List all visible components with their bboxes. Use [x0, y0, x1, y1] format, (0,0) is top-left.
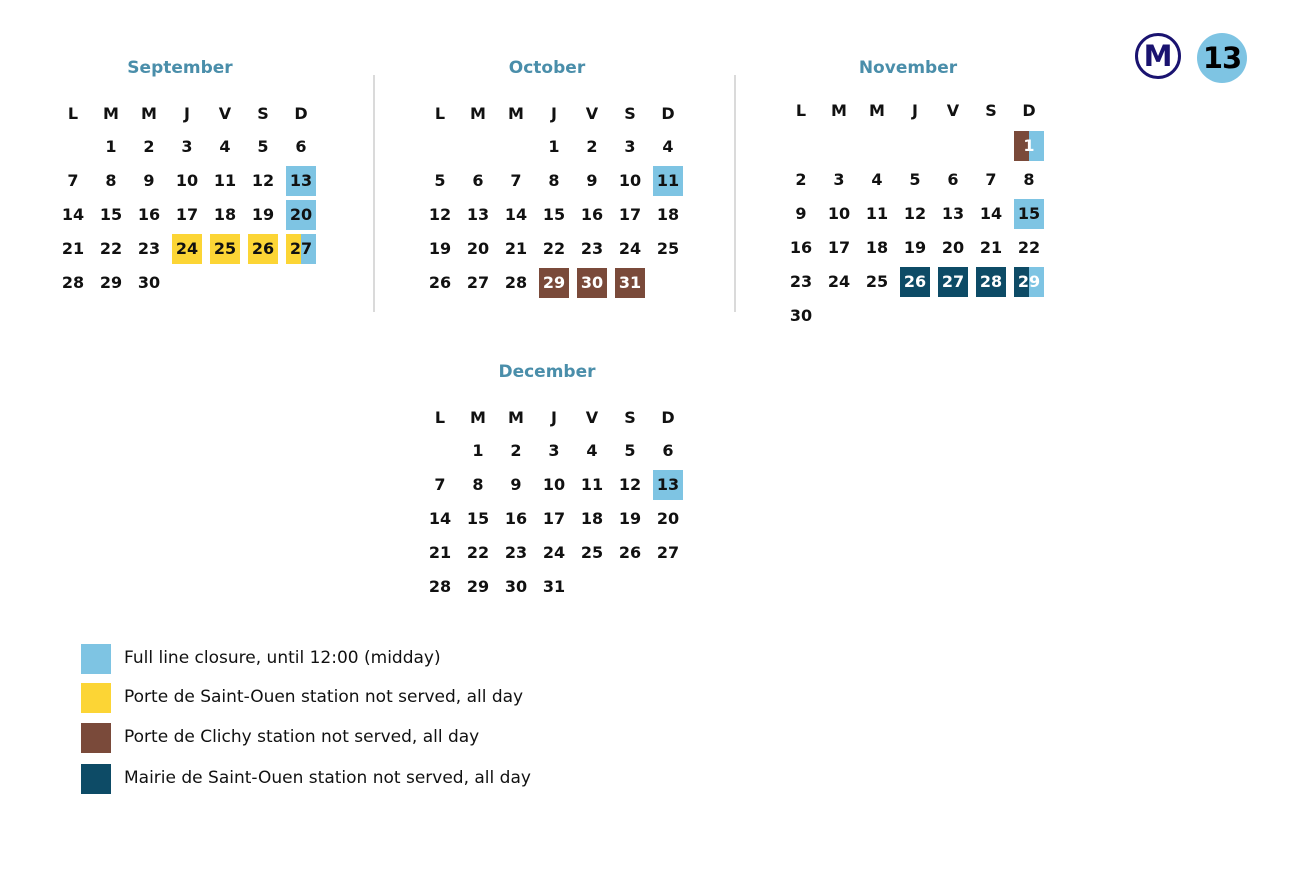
day-cell: 14 [428, 509, 452, 528]
legend-label: Mairie de Saint-Ouen station not served, all day [124, 768, 531, 788]
month-divider [373, 75, 375, 312]
day-cell: 2 [143, 137, 155, 156]
weekday-header: V [946, 101, 960, 120]
day-cell: 18 [656, 205, 680, 224]
legend-swatch [81, 764, 111, 794]
day-cell: 23 [504, 543, 528, 562]
day-cell: 24 [542, 543, 566, 562]
day-cell: 18 [213, 205, 237, 224]
weekday-header: V [218, 104, 232, 123]
day-cell: 13 [941, 204, 965, 223]
weekday-header: V [585, 104, 599, 123]
day-cell: 6 [947, 170, 959, 189]
day-cell: 3 [833, 170, 845, 189]
weekday-header: M [141, 104, 157, 123]
day-cell-highlighted: 26 [248, 234, 278, 264]
day-cell: 25 [580, 543, 604, 562]
day-cell: 1 [472, 441, 484, 460]
day-cell-highlighted: 26 [900, 267, 930, 297]
day-cell-highlighted: 27 [286, 234, 316, 264]
day-cell-highlighted: 20 [286, 200, 316, 230]
day-cell: 4 [586, 441, 598, 460]
day-cell: 8 [472, 475, 484, 494]
day-cell: 17 [175, 205, 199, 224]
day-cell: 5 [434, 171, 446, 190]
day-cell: 5 [624, 441, 636, 460]
day-cell-highlighted: 30 [577, 268, 607, 298]
day-cell: 20 [941, 238, 965, 257]
month-title: November [858, 58, 958, 78]
day-cell: 12 [428, 205, 452, 224]
legend-label: Full line closure, until 12:00 (midday) [124, 648, 441, 668]
day-cell: 8 [548, 171, 560, 190]
day-cell: 4 [219, 137, 231, 156]
day-cell-highlighted: 13 [653, 470, 683, 500]
weekday-header: D [1022, 101, 1036, 120]
weekday-header: L [434, 408, 446, 427]
weekday-header: S [624, 104, 636, 123]
day-cell: 27 [656, 543, 680, 562]
day-cell: 17 [827, 238, 851, 257]
day-cell: 17 [542, 509, 566, 528]
day-cell: 28 [61, 273, 85, 292]
day-cell: 23 [137, 239, 161, 258]
day-cell: 9 [795, 204, 807, 223]
legend-swatch [81, 723, 111, 753]
day-cell: 22 [1017, 238, 1041, 257]
weekday-header: S [985, 101, 997, 120]
day-cell: 23 [580, 239, 604, 258]
day-cell: 25 [865, 272, 889, 291]
day-cell: 12 [903, 204, 927, 223]
day-cell: 24 [827, 272, 851, 291]
weekday-header: D [661, 104, 675, 123]
day-cell: 3 [181, 137, 193, 156]
day-cell: 21 [979, 238, 1003, 257]
legend-swatch [81, 683, 111, 713]
day-cell-highlighted: 15 [1014, 199, 1044, 229]
day-cell: 22 [99, 239, 123, 258]
day-cell: 19 [903, 238, 927, 257]
weekday-header: M [508, 408, 524, 427]
day-cell: 11 [865, 204, 889, 223]
day-cell: 22 [542, 239, 566, 258]
day-cell: 23 [789, 272, 813, 291]
day-cell: 30 [137, 273, 161, 292]
day-cell: 18 [865, 238, 889, 257]
day-cell: 16 [789, 238, 813, 257]
day-cell: 2 [586, 137, 598, 156]
weekday-header: L [434, 104, 446, 123]
day-cell: 21 [428, 543, 452, 562]
day-cell: 7 [434, 475, 446, 494]
line-13-badge [1197, 33, 1247, 83]
weekday-header: L [67, 104, 79, 123]
day-cell: 8 [105, 171, 117, 190]
day-cell: 16 [137, 205, 161, 224]
day-cell-highlighted: 11 [653, 166, 683, 196]
day-cell: 28 [504, 273, 528, 292]
weekday-header: M [470, 408, 486, 427]
weekday-header: J [551, 104, 557, 123]
day-cell-highlighted: 28 [976, 267, 1006, 297]
day-cell: 16 [580, 205, 604, 224]
day-cell: 19 [618, 509, 642, 528]
day-cell: 7 [510, 171, 522, 190]
day-cell: 26 [618, 543, 642, 562]
day-cell: 2 [795, 170, 807, 189]
weekday-header: J [912, 101, 918, 120]
day-cell: 6 [295, 137, 307, 156]
weekday-header: M [869, 101, 885, 120]
day-cell-highlighted: 1 [1014, 131, 1044, 161]
day-cell-highlighted: 24 [172, 234, 202, 264]
weekday-header: D [294, 104, 308, 123]
day-cell: 2 [510, 441, 522, 460]
day-cell-highlighted: 25 [210, 234, 240, 264]
legend-label: Porte de Saint-Ouen station not served, all day [124, 687, 524, 707]
metro-logo-icon [1135, 33, 1181, 79]
month-title: December [498, 362, 596, 382]
day-cell-highlighted: 29 [539, 268, 569, 298]
day-cell: 20 [466, 239, 490, 258]
day-cell: 9 [143, 171, 155, 190]
day-cell: 7 [985, 170, 997, 189]
day-cell: 1 [548, 137, 560, 156]
day-cell: 11 [580, 475, 604, 494]
day-cell: 10 [175, 171, 199, 190]
day-cell: 14 [979, 204, 1003, 223]
day-cell: 10 [542, 475, 566, 494]
day-cell: 5 [257, 137, 269, 156]
day-cell: 20 [656, 509, 680, 528]
month-title: September [127, 58, 233, 78]
day-cell-highlighted: 27 [938, 267, 968, 297]
day-cell-highlighted: 31 [615, 268, 645, 298]
day-cell: 3 [548, 441, 560, 460]
weekday-header: M [103, 104, 119, 123]
metro-logo-letter: M [1143, 39, 1173, 73]
weekday-header: M [508, 104, 524, 123]
day-cell: 29 [466, 577, 490, 596]
day-cell: 22 [466, 543, 490, 562]
day-cell: 21 [504, 239, 528, 258]
day-cell: 11 [213, 171, 237, 190]
day-cell: 1 [105, 137, 117, 156]
weekday-header: S [257, 104, 269, 123]
day-cell: 17 [618, 205, 642, 224]
line-number: 13 [1202, 41, 1242, 75]
day-cell-highlighted: 13 [286, 166, 316, 196]
day-cell: 15 [542, 205, 566, 224]
day-cell: 14 [61, 205, 85, 224]
day-cell: 12 [618, 475, 642, 494]
day-cell-highlighted: 29 [1014, 267, 1044, 297]
day-cell: 15 [99, 205, 123, 224]
day-cell: 12 [251, 171, 275, 190]
day-cell: 15 [466, 509, 490, 528]
weekday-header: J [551, 408, 557, 427]
day-cell: 6 [662, 441, 674, 460]
weekday-header: M [831, 101, 847, 120]
day-cell: 25 [656, 239, 680, 258]
day-cell: 26 [428, 273, 452, 292]
weekday-header: M [470, 104, 486, 123]
day-cell: 24 [618, 239, 642, 258]
day-cell: 3 [624, 137, 636, 156]
day-cell: 19 [251, 205, 275, 224]
weekday-header: L [795, 101, 807, 120]
weekday-header: V [585, 408, 599, 427]
day-cell: 30 [504, 577, 528, 596]
month-divider [734, 75, 736, 312]
weekday-header: D [661, 408, 675, 427]
day-cell: 13 [466, 205, 490, 224]
day-cell: 19 [428, 239, 452, 258]
day-cell: 18 [580, 509, 604, 528]
day-cell: 16 [504, 509, 528, 528]
day-cell: 4 [662, 137, 674, 156]
day-cell: 10 [618, 171, 642, 190]
day-cell: 31 [542, 577, 566, 596]
weekday-header: S [624, 408, 636, 427]
day-cell: 27 [466, 273, 490, 292]
day-cell: 10 [827, 204, 851, 223]
day-cell: 8 [1023, 170, 1035, 189]
day-cell: 4 [871, 170, 883, 189]
day-cell: 7 [67, 171, 79, 190]
day-cell: 6 [472, 171, 484, 190]
day-cell: 5 [909, 170, 921, 189]
day-cell: 28 [428, 577, 452, 596]
month-title: October [508, 58, 586, 78]
day-cell: 9 [510, 475, 522, 494]
weekday-header: J [184, 104, 190, 123]
day-cell: 21 [61, 239, 85, 258]
day-cell: 29 [99, 273, 123, 292]
day-cell: 14 [504, 205, 528, 224]
legend-swatch [81, 644, 111, 674]
legend-label: Porte de Clichy station not served, all day [124, 727, 480, 747]
day-cell: 9 [586, 171, 598, 190]
day-cell: 30 [789, 306, 813, 325]
